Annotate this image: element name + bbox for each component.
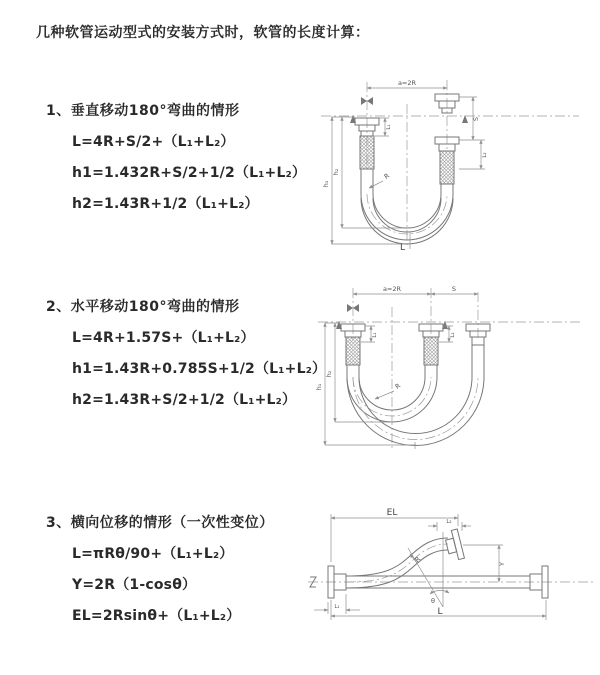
section-3 xyxy=(46,512,274,636)
diagram-lateral-displacement xyxy=(300,504,600,649)
section-3-heading: 3、横向位移的情形（一次性变位） xyxy=(46,515,274,531)
angle-theta-label: θ xyxy=(431,597,435,605)
dimensions xyxy=(322,79,488,253)
dim-label-l1: L₁ xyxy=(386,124,392,130)
section-1-heading: 1、垂直移动180°弯曲的情形 xyxy=(46,103,240,119)
dim-label-a2r: a=2R xyxy=(382,285,402,293)
formula-y: Y=2R（1-cosθ） xyxy=(72,577,197,593)
formula-h2: h2=1.43R+1/2（L₁+L₂） xyxy=(72,196,259,212)
dim-label-h2: h₂ xyxy=(325,370,333,378)
displaced-hose-curve xyxy=(346,538,448,588)
radius-label: R xyxy=(382,171,392,181)
dim-label-l2: L₂ xyxy=(446,519,452,525)
formula-l: L=πRθ/90+（L₁+L₂） xyxy=(72,546,234,562)
construction-lines xyxy=(408,532,449,607)
dim-label-l1: L₁ xyxy=(334,604,340,610)
diagram-horizontal-180-bend xyxy=(313,282,585,454)
dim-label-h1: h₁ xyxy=(315,383,323,391)
hose-u-bends xyxy=(347,345,484,449)
diagram-vertical-180-bend xyxy=(315,74,585,254)
dim-label-el: EL xyxy=(386,508,398,518)
formula-h1: h1=1.43R+0.785S+1/2（L₁+L₂） xyxy=(72,361,327,377)
radius-label: R xyxy=(413,554,423,564)
diagram-3-svg xyxy=(300,504,600,649)
formula-l: L=4R+1.57S+（L₁+L₂） xyxy=(72,330,255,346)
diagram-2-svg xyxy=(313,282,585,454)
dim-label-s: S xyxy=(451,285,457,293)
dim-label-h2: h₂ xyxy=(332,168,340,176)
dim-label-l1: L₁ xyxy=(372,332,378,338)
dim-label-l: L xyxy=(437,607,443,617)
section-2-heading: 2、水平移动180°弯曲的情形 xyxy=(46,299,240,315)
formula-l: L=4R+S/2+（L₁+L₂） xyxy=(72,134,235,150)
dim-label-l2: L₂ xyxy=(450,332,456,338)
length-label: L xyxy=(399,243,405,253)
formula-el: EL=2Rsinθ+（L₁+L₂） xyxy=(72,608,241,624)
dim-label-y: Y xyxy=(498,562,506,566)
section-2 xyxy=(46,296,326,420)
section-1 xyxy=(46,100,306,224)
dim-label-s: S xyxy=(472,116,480,122)
formula-h2: h2=1.43R+S/2+1/2（L₁+L₂） xyxy=(72,392,297,408)
centerlines xyxy=(318,288,581,450)
displaced-flange xyxy=(444,529,465,561)
dimensions xyxy=(314,508,546,620)
dimensions xyxy=(315,285,478,445)
dim-label-l2: L₂ xyxy=(482,152,488,158)
diagram-1-svg xyxy=(315,74,585,254)
formula-h1: h1=1.432R+S/2+1/2（L₁+L₂） xyxy=(72,165,307,181)
dim-label-a2r: a=2R xyxy=(397,79,417,87)
dim-label-h1: h₁ xyxy=(322,180,330,188)
page-title: 几种软管运动型式的安装方式时，软管的长度计算： xyxy=(36,25,370,41)
radius-label: R xyxy=(393,381,403,391)
